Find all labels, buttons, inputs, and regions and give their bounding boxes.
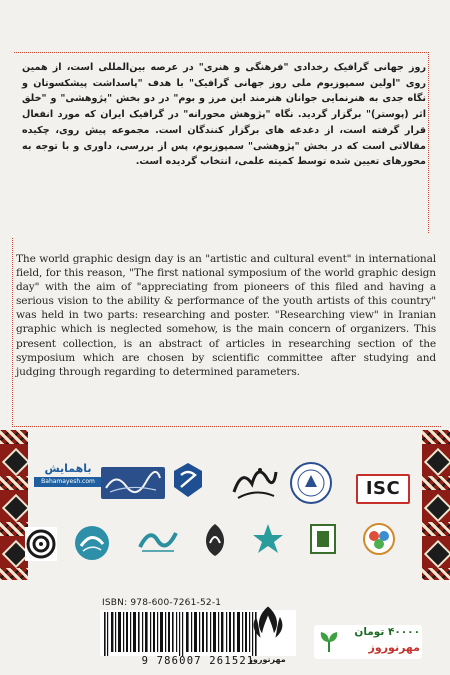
university-seal-logo <box>288 460 334 506</box>
bahamayesh-logo-url: Bahamayesh.com <box>34 477 102 487</box>
bahamayesh-logo-title: باهمایش <box>44 462 92 475</box>
publisher-logo <box>242 602 294 654</box>
english-description: The world graphic design day is an "artistic and cultural event" in international field, for this reason, "The first national symposium of the world graphic design day" with the aim of "appreciating from pioneers of this filed and having a serious vision to the ability & performance of the youth artists of this country" was held in two parts: researching and poster. "Researching view" in Iranian graphic which is neglected somehow, is the main concern of organizers. This present collection, is an abstract of articles in researching section of the symposium which are chosen by scientific committee after studying and judging through regarding to determined parameters. <box>16 253 436 378</box>
spiral-logo <box>22 522 60 564</box>
persian-description: روز جهانی گرافیک رخدادی "فرهنگی و هنری" در عرصه بین‌المللی است، از همین روی "اولین سمپوزیوم ملی روز جهانی گرافیک" با هدف "پاسداشت پیشکسوتان و نگاه جدی به هنرنمایی جوانان هنرمند این مرز و بوم" در دو بخش "پژوهشی" و "خلق اثر (پوستر)" برگزار گردید. نگاه "پژوهش محورانه" در گرافیک ایران که مورد انفعال قرار گرفته است، از دغدغه های برگزار کنندگان است. مجموعه پیش روی، چکیده مقالاتی است که در بخش "پژوهشی" سمپوزیوم، پس از بررسی، داوری و با توجه به محورهای تعیین شده توسط کمیته علمی، انتخاب گردیده است. <box>22 62 426 168</box>
barcode-digits: 9 786007 261521 <box>141 655 255 667</box>
publisher-name: مهرنوروز <box>248 655 286 664</box>
price-publisher-label: مهرنوروز <box>368 641 420 654</box>
teal-star-logo <box>250 520 286 558</box>
calligraphy-logo <box>100 466 166 500</box>
caption-ornament <box>130 558 188 564</box>
teal-calligraphy-logo <box>136 522 180 556</box>
isbn-label: ISBN: 978-600-7261-52-1 <box>102 598 222 608</box>
institute-logo <box>306 520 340 558</box>
price-label: ۴۰۰۰۰ تومان <box>354 626 420 638</box>
dark-calligraphy-logo <box>196 520 234 560</box>
ministry-logo <box>168 460 208 500</box>
circle-badge-logo <box>72 522 112 564</box>
colorful-circle-logo <box>360 520 398 558</box>
isc-logo: ISC <box>356 474 410 504</box>
calligraphic-emblem-logo <box>228 458 280 504</box>
right-carpet-ornament <box>422 430 450 580</box>
sprout-icon <box>318 630 340 654</box>
